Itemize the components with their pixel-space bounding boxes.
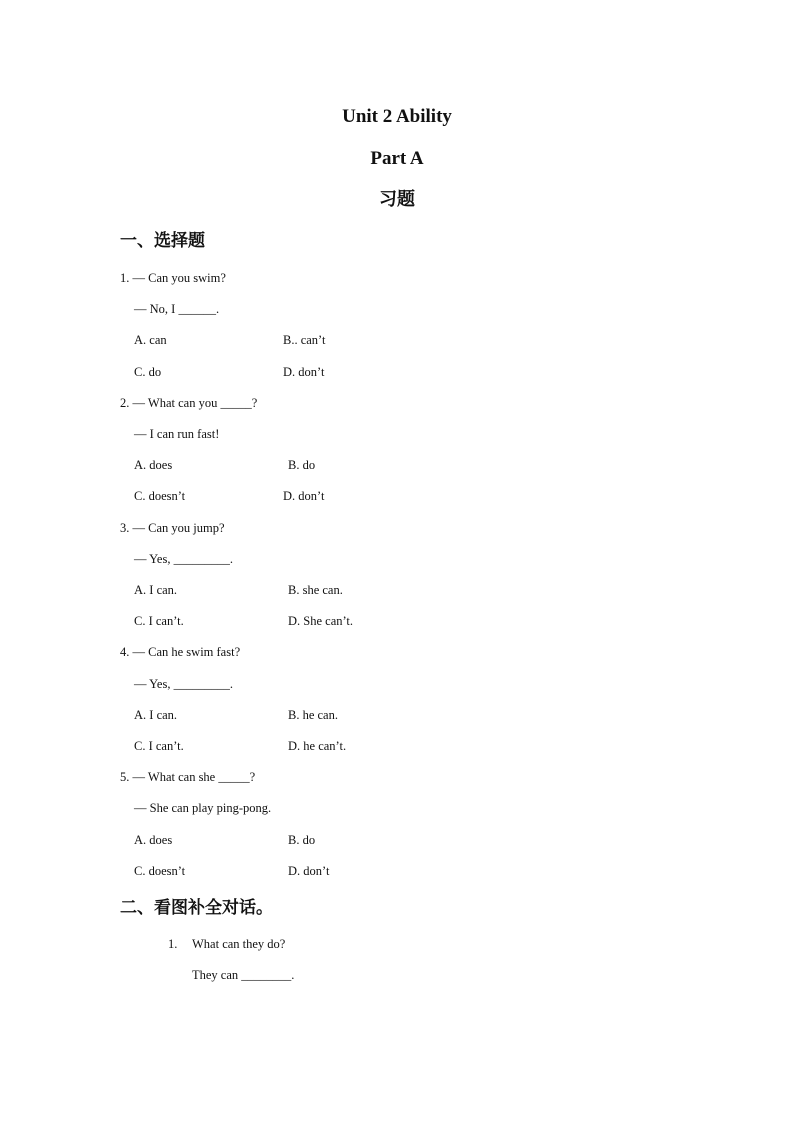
question-3-option-a: A. I can. — [134, 583, 178, 597]
section-heading-choice: 一、选择题 — [120, 231, 205, 251]
exercise-subtitle: 习题 — [379, 189, 415, 210]
question-3-answer: — Yes, _________. — [134, 552, 233, 566]
question-3: 3. — Can you jump? — [120, 521, 225, 535]
question-5-answer: — She can play ping-pong. — [134, 801, 272, 815]
question-1-option-a: A. can — [134, 333, 167, 347]
question-5-option-b: B. do — [288, 833, 316, 847]
question-2-option-d: D. don’t — [283, 489, 325, 503]
section-heading-dialogue: 二、看图补全对话。 — [120, 898, 273, 918]
question-1-option-d: D. don’t — [283, 365, 325, 379]
question-2-option-a: A. does — [134, 458, 173, 472]
question-4-option-a: A. I can. — [134, 708, 178, 722]
dialogue-item-number: 1. — [168, 937, 178, 951]
question-5-option-d: D. don’t — [288, 864, 330, 878]
part-title: Part A — [370, 148, 424, 169]
question-2: 2. — What can you _____? — [120, 396, 258, 410]
document-title: Unit 2 Ability — [342, 106, 452, 127]
question-3-option-d: D. She can’t. — [288, 614, 354, 628]
question-4-answer: — Yes, _________. — [134, 677, 233, 691]
question-4-option-c: C. I can’t. — [134, 739, 184, 753]
question-5-option-c: C. doesn’t — [134, 864, 186, 878]
question-5: 5. — What can she _____? — [120, 770, 256, 784]
question-1: 1. — Can you swim? — [120, 271, 226, 285]
question-3-option-c: C. I can’t. — [134, 614, 184, 628]
question-2-answer: — I can run fast! — [134, 427, 220, 441]
question-1-option-c: C. do — [134, 365, 162, 379]
question-1-answer: — No, I ______. — [134, 302, 220, 316]
question-2-option-c: C. doesn’t — [134, 489, 186, 503]
dialogue-answer: They can ________. — [192, 968, 295, 982]
question-1-option-b: B.. can’t — [283, 333, 326, 347]
question-4: 4. — Can he swim fast? — [120, 645, 241, 659]
question-2-option-b: B. do — [288, 458, 316, 472]
dialogue-question: What can they do? — [192, 937, 286, 951]
question-5-option-a: A. does — [134, 833, 173, 847]
question-4-option-b: B. he can. — [288, 708, 338, 722]
question-3-option-b: B. she can. — [288, 583, 343, 597]
question-4-option-d: D. he can’t. — [288, 739, 347, 753]
